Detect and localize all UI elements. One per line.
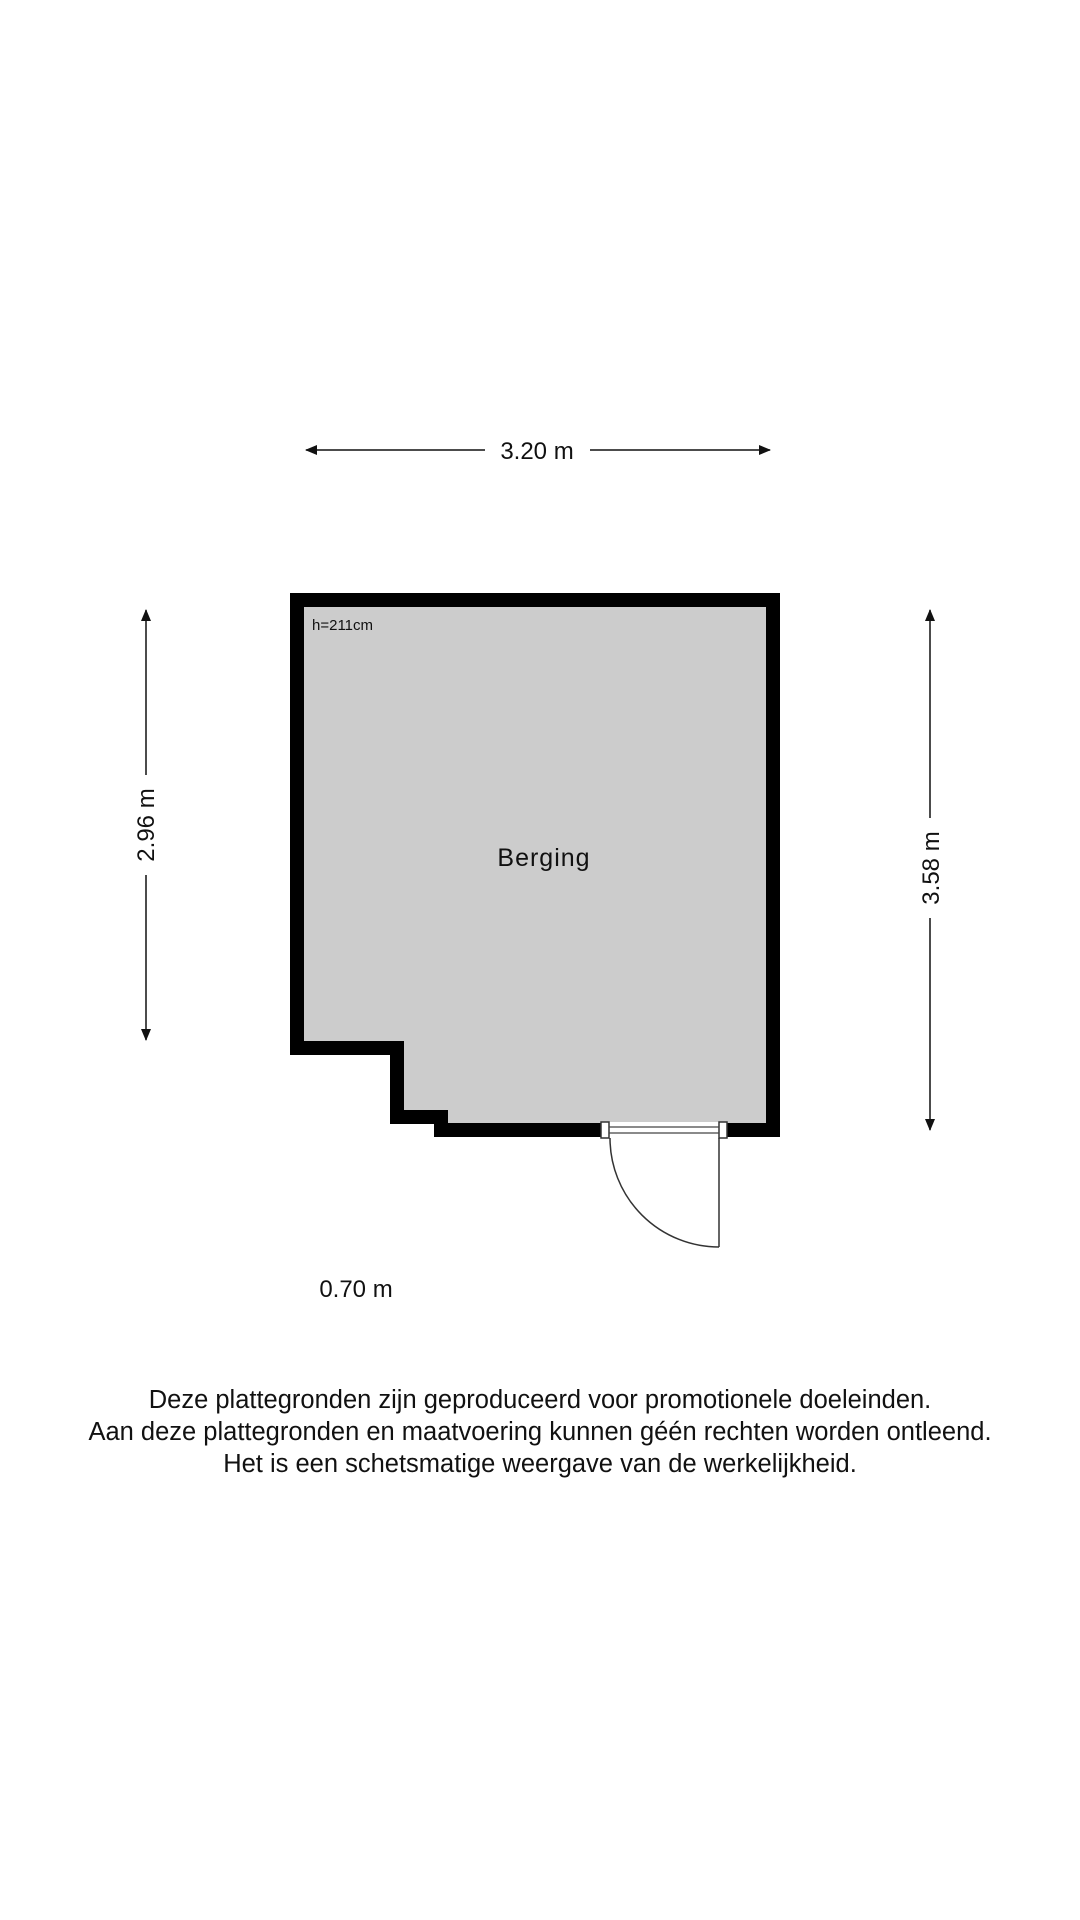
disclaimer xyxy=(0,1384,1080,1480)
dimension-label-right: 3.58 m xyxy=(918,831,945,905)
dimension-label-width: 3.20 m xyxy=(500,438,574,465)
disclaimer-line-1: Deze plattegronden zijn geproduceerd voor promotionele doeleinden. xyxy=(148,1386,932,1414)
door-frame-left xyxy=(601,1122,609,1138)
dimension-left-height xyxy=(133,610,160,1040)
dimension-top-width xyxy=(306,438,770,465)
door-frame-right xyxy=(719,1122,727,1138)
door xyxy=(601,1122,727,1247)
disclaimer-line-3: Het is een schetsmatige weergave van de werkelijkheid. xyxy=(223,1450,857,1478)
door-opening xyxy=(601,1122,727,1138)
room-name-label: Berging xyxy=(497,844,591,872)
dimension-right-height xyxy=(918,610,945,1130)
ceiling-height-label: h=211cm xyxy=(312,617,374,634)
dimension-label-left: 2.96 m xyxy=(133,788,160,862)
door-swing-arc xyxy=(610,1138,719,1247)
dimension-label-door: 0.70 m xyxy=(319,1276,393,1303)
disclaimer-line-2: Aan deze plattegronden en maatvoering kunnen géén rechten worden ontleend. xyxy=(88,1418,992,1446)
